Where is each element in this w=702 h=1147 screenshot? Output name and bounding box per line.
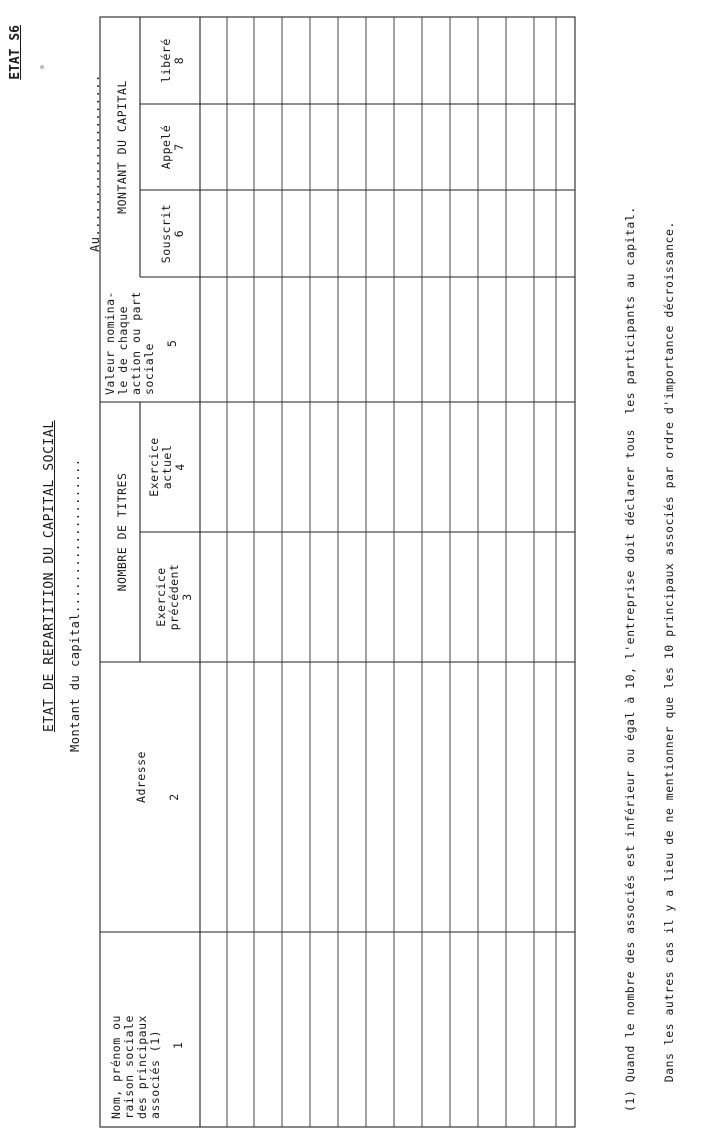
state-code: ETAT S6 — [8, 25, 23, 80]
col-4-header — [148, 402, 187, 532]
col-3-number: 3 — [180, 593, 194, 601]
col-1-line-1: Nom, prénom ou — [109, 1015, 123, 1119]
col-2-header — [135, 662, 181, 932]
col-3-line-1: Exercice — [154, 567, 168, 627]
col-5-line-1: Valeur nomina- — [103, 291, 117, 395]
col-3-line-2: précédent — [167, 563, 181, 631]
col-8-number: 8 — [172, 56, 186, 65]
col-6-label: Souscrit — [159, 203, 173, 264]
col-7-number: 7 — [172, 143, 186, 151]
col-7-label: Appelé — [159, 124, 173, 170]
col-4-line-1: Exercice — [147, 437, 161, 497]
col-8-header — [160, 17, 186, 104]
col-4-number: 4 — [173, 463, 187, 471]
col-1-header — [110, 939, 185, 1119]
col-6-number: 6 — [172, 229, 186, 238]
col-8-label: libéré — [159, 38, 173, 83]
group-montant-capital: MONTANT DU CAPITAL — [115, 80, 129, 214]
col-6-header — [160, 190, 186, 277]
footnote-line-2: Dans les autres cas il y a lieu de ne mentionner que les 10 principaux associés par ordre d'importance décroissance. — [662, 221, 676, 1112]
footnote-line-1: (1) Quand le nombre des associés est inférieur ou égal à 10, l'entreprise doit déclarer tous les participants au capital. — [623, 206, 637, 1112]
col-1-line-3: des principaux — [135, 1015, 149, 1119]
col-1-line-2: raison sociale — [122, 1015, 136, 1119]
group-nombre-titres: NOMBRE DE TITRES — [115, 472, 129, 592]
col-5-line-2: le de chaque — [116, 305, 130, 395]
capital-amount-line: Montant du capital.................... — [68, 458, 82, 752]
document-title: ETAT DE REPARTITION DU CAPITAL SOCIAL — [42, 420, 57, 732]
col-2-number: 2 — [167, 793, 181, 801]
col-5-line-4: sociale — [142, 343, 156, 395]
col-5-line-3: action ou part — [129, 291, 143, 395]
date-line: Au..................... — [88, 74, 102, 252]
col-4-line-2: actuel — [160, 444, 174, 490]
footnote — [598, 206, 702, 1112]
col-5-header — [104, 277, 179, 395]
col-5-number: 5 — [165, 339, 179, 347]
col-1-line-4: associés (1) — [148, 1029, 162, 1119]
col-3-header — [155, 532, 194, 662]
col-1-number: 1 — [171, 1041, 185, 1049]
col-2-label: Adresse — [134, 751, 148, 803]
col-7-header — [160, 104, 186, 190]
